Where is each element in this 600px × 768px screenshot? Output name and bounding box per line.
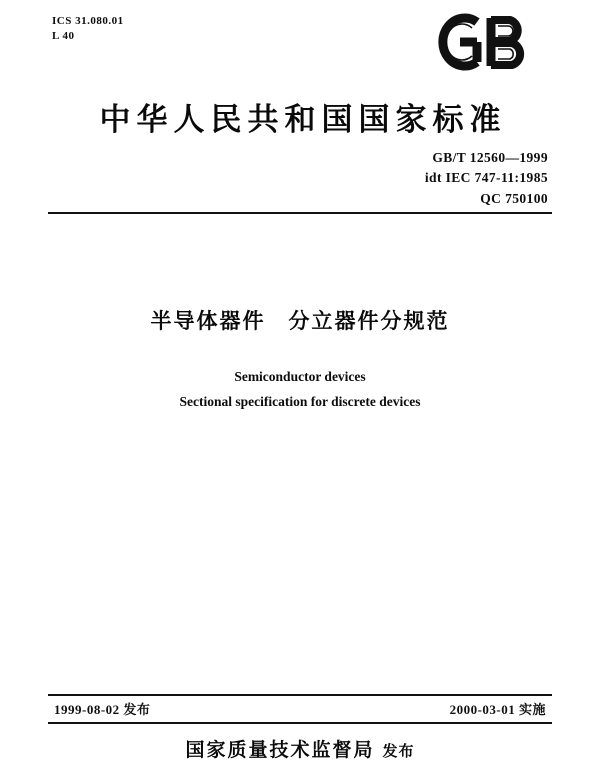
publisher-block [0,735,600,762]
header-divider [48,212,552,214]
effective-date: 2000-03-01 实施 [449,702,546,717]
standard-number-block [425,148,548,209]
publisher-suffix: 发布 [382,742,415,760]
footer-divider-bottom [48,722,552,724]
document-title-english [0,365,600,415]
document-title-english-line1: Semiconductor devices [234,369,366,384]
qc-standard-number: QC 750100 [480,190,548,206]
gb-logo-icon [430,8,540,76]
document-title-english-line2: Sectional specification for discrete devices [179,393,421,409]
idt-reference-number: idt IEC 747-11:1985 [424,170,548,186]
ics-category-code: L 40 [52,29,75,42]
footer-divider-top [48,694,552,696]
issue-date: 1999-08-02 发布 [54,702,151,717]
publisher-name: 国家质量技术监督局 [185,739,375,761]
gb-standard-number: GB/T 12560—1999 [432,150,548,165]
national-standard-title: 中华人民共和国国家标准 [99,102,507,138]
document-title-chinese: 半导体器件 分立器件分规范 [150,309,450,333]
ics-classification-block [52,14,124,44]
ics-number: ICS 31.080.01 [52,15,124,27]
